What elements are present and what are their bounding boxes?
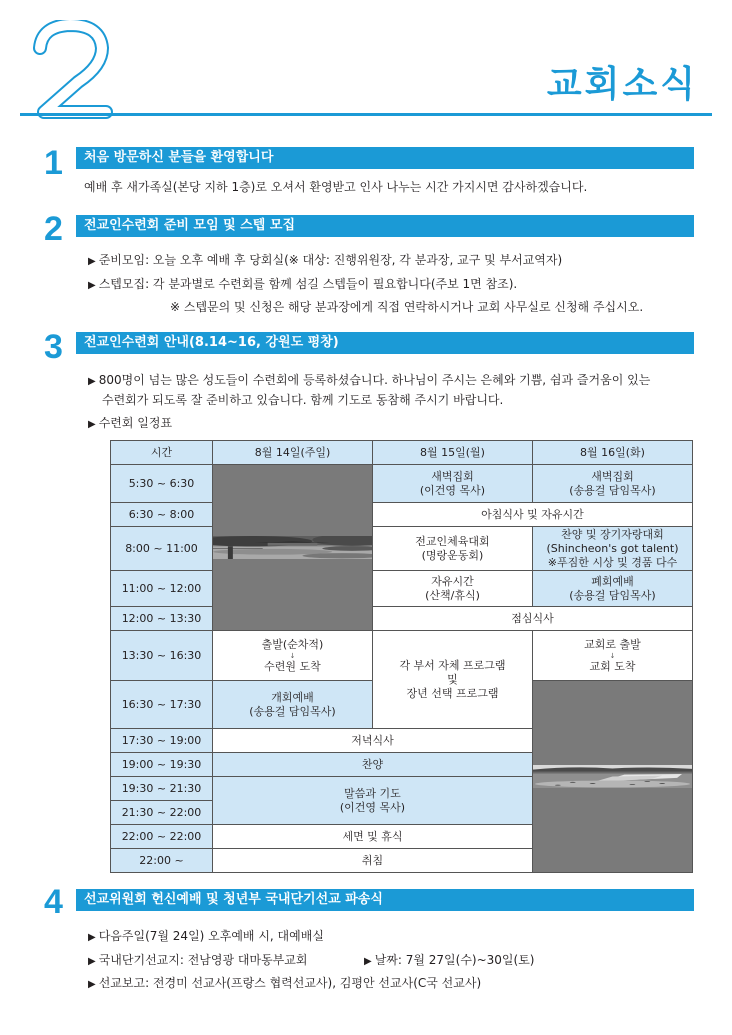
header-day-1: 8월 14일(주일) (213, 441, 373, 465)
list-item: ▶ 국내단기선교지: 전남영광 대마동부교회 (88, 953, 308, 967)
section-1-text: 예배 후 새가족실(본당 지하 1층)로 오셔서 환영받고 인사 나누는 시간 가지시면 감사하겠습니다. (84, 180, 588, 194)
time-cell: 13:30 ~ 16:30 (111, 631, 213, 681)
departure-cell: 출발(순차적) ↓ 수련원 도착 (213, 631, 373, 681)
section-2-number: 2 (44, 210, 63, 248)
wash-rest-cell: 세면 및 휴식 (213, 825, 533, 849)
praise-cell: 찬양 (213, 753, 533, 777)
page-title: 교회소식 (546, 64, 698, 105)
table-row (111, 465, 693, 503)
section-4-title: 선교위원회 헌신예배 및 청년부 국내단기선교 파송식 (76, 889, 694, 911)
dinner-cell: 저녁식사 (213, 729, 533, 753)
bullet-triangle-icon: ▶ (88, 979, 96, 990)
section-2-title: 전교인수련회 준비 모임 및 스텝 모집 (76, 215, 694, 237)
word-and-prayer-cell: 말씀과 기도 (이건영 목사) (213, 777, 533, 825)
table-row (111, 571, 693, 607)
sports-day-cell: 전교인체육대회 (명랑운동회) (373, 527, 533, 571)
time-cell: 12:00 ~ 13:30 (111, 607, 213, 631)
water-slide-photo (533, 681, 693, 873)
time-cell: 5:30 ~ 6:30 (111, 465, 213, 503)
table-row (111, 607, 693, 631)
section-3-title: 전교인수련회 안내(8.14~16, 강원도 평창) (76, 332, 694, 354)
table-header-row (111, 441, 693, 465)
time-cell: 19:30 ~ 21:30 (111, 777, 213, 801)
pavilion-pond-photo (213, 465, 373, 631)
department-program-cell: 각 부서 자체 프로그램 및 장년 선택 프로그램 (373, 631, 533, 729)
time-cell: 8:00 ~ 11:00 (111, 527, 213, 571)
list-item: ▶ 수련회 일정표 (88, 416, 173, 430)
lunch-cell: 점심식사 (373, 607, 693, 631)
time-cell: 6:30 ~ 8:00 (111, 503, 213, 527)
time-cell: 11:00 ~ 12:00 (111, 571, 213, 607)
section-1-number: 1 (44, 144, 63, 182)
list-item: ▶ 다음주일(7월 24일) 오후예배 시, 대예배실 (88, 929, 324, 943)
closing-service-cell: 폐회예배 (송용걸 담임목사) (533, 571, 693, 607)
bullet-triangle-icon: ▶ (88, 419, 96, 430)
pavilion-pond-image (213, 536, 372, 559)
header-day-3: 8월 16일(화) (533, 441, 693, 465)
time-cell: 21:30 ~ 22:00 (111, 801, 213, 825)
bullet-triangle-icon: ▶ (88, 256, 96, 267)
time-cell: 17:30 ~ 19:00 (111, 729, 213, 753)
section-1-title: 처음 방문하신 분들을 환영합니다 (76, 147, 694, 169)
list-item: ▶ 날짜: 7월 27일(수)~30일(토) (364, 953, 535, 967)
retreat-schedule-table (110, 440, 693, 873)
section-2-note: ※ 스텝문의 및 신청은 해당 분과장에게 직접 연락하시거나 교회 사무실로 신청해 주십시오. (170, 300, 644, 314)
dawn-meeting-day2: 새벽집회 (이건영 목사) (373, 465, 533, 503)
arrow-down-icon: ↓ (289, 651, 296, 660)
water-slide-image (533, 765, 692, 788)
list-item: ▶ 800명이 넘는 많은 성도들이 수련회에 등록하셨습니다. 하나님이 주시는 은혜와 기쁨, 쉼과 즐거움이 있는 (88, 373, 651, 387)
time-cell: 22:00 ~ (111, 849, 213, 873)
time-cell: 16:30 ~ 17:30 (111, 681, 213, 729)
arrow-down-icon: ↓ (609, 651, 616, 660)
list-item: ▶ 선교보고: 전경미 선교사(프랑스 협력선교사), 김평안 선교사(C국 선교사) (88, 976, 482, 990)
table-row (111, 527, 693, 571)
table-row (111, 631, 693, 681)
header-day-2: 8월 15일(월) (373, 441, 533, 465)
breakfast-cell: 아침식사 및 자유시간 (373, 503, 693, 527)
section-3-number: 3 (44, 328, 63, 366)
header-divider (20, 113, 712, 116)
section-3-text-continued: 수련회가 되도록 잘 준비하고 있습니다. 함께 기도로 동참해 주시기 바랍니다. (102, 393, 504, 407)
table-row (111, 503, 693, 527)
sleep-cell: 취침 (213, 849, 533, 873)
dawn-meeting-day3: 새벽집회 (송용걸 담임목사) (533, 465, 693, 503)
opening-service-cell: 개회예배 (송용걸 담임목사) (213, 681, 373, 729)
time-cell: 19:00 ~ 19:30 (111, 753, 213, 777)
header-time: 시간 (111, 441, 213, 465)
bullet-triangle-icon: ▶ (88, 280, 96, 291)
list-item: ▶ 스텝모집: 각 분과별로 수련회를 함께 섬길 스텝들이 필요합니다(주보 1면 참조). (88, 277, 518, 291)
bullet-triangle-icon: ▶ (88, 956, 96, 967)
bullet-triangle-icon: ▶ (364, 956, 372, 967)
free-time-cell: 자유시간 (산책/휴식) (373, 571, 533, 607)
section-4-number: 4 (44, 883, 63, 921)
bullet-triangle-icon: ▶ (88, 376, 96, 387)
list-item: ▶ 준비모임: 오늘 오후 예배 후 당회실(※ 대상: 진행위원장, 각 분과장, 교구 및 부서교역자) (88, 253, 563, 267)
talent-show-cell: 찬양 및 장기자랑대회 (Shincheon's got talent) ※푸짐한 시상 및 경품 다수 (533, 527, 693, 571)
time-cell: 22:00 ~ 22:00 (111, 825, 213, 849)
bullet-triangle-icon: ▶ (88, 932, 96, 943)
return-cell: 교회로 출발 ↓ 교회 도착 (533, 631, 693, 681)
section-number-2-graphic (30, 20, 120, 120)
